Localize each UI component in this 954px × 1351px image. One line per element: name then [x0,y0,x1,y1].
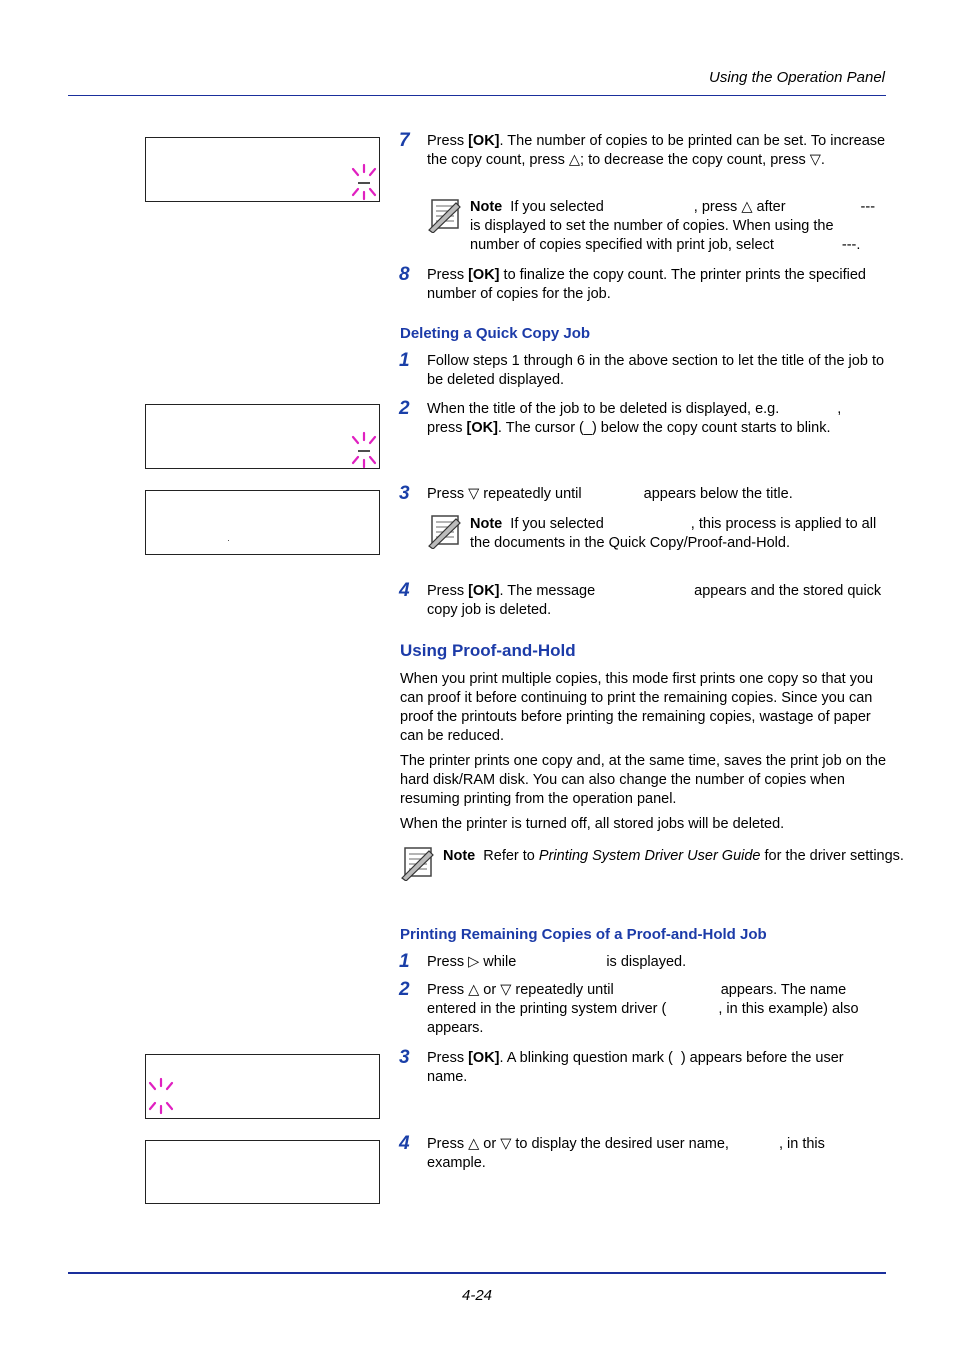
blinking-cursor-icon [349,163,379,201]
note-text [470,515,882,553]
header-rule [68,95,886,96]
step-text-part: entered in the printing system driver ( [427,1001,667,1017]
note-pencil-icon [399,845,437,881]
page-number: 4-24 [461,1287,493,1304]
step-number: 7 [399,130,410,151]
note-text-part: Refer to [483,848,539,864]
step-text-part: . The message [499,583,596,599]
ok-key-label: [OK] [468,267,500,283]
lcd-display-user-select [145,1054,380,1119]
step-text [427,1049,887,1087]
note-text-part: If you selected [510,516,604,532]
step-text: Follow steps 1 through 6 in the above section to let the title of the job to be deleted displayed. [427,353,885,388]
step-text [427,981,887,1038]
step-text-part: appears below the title. [643,486,793,502]
ok-key-label: [OK] [468,583,500,599]
note-pencil-icon [426,197,464,233]
step-number: 3 [399,1047,410,1068]
step-text-part: Press [427,133,469,149]
ok-key-label: [OK] [466,420,498,436]
step-text-part: is displayed. [606,954,687,970]
note-text [470,198,882,255]
note-label: Note [443,848,476,864]
note-text-part: Printing System Driver User Guide [538,848,761,864]
lcd-display-delete-option [145,490,380,555]
step-number: 2 [399,979,410,1000]
step-text-part: . A blinking question mark ( [499,1050,673,1066]
step-number: 8 [399,264,410,285]
footer-rule [68,1272,886,1274]
step-text-part: Press ▷ while [427,954,517,970]
step-number: 2 [399,398,410,419]
note-pencil-icon [426,513,464,549]
note-text-part: ---. [841,237,861,253]
step-text-part: When the title of the job to be deleted is displayed, e.g. [427,401,780,417]
step-text-part: . The cursor (_) below the copy count starts to blink. [497,420,831,436]
step-number: 1 [399,350,410,371]
note-label: Note [470,516,503,532]
step-text [427,485,887,504]
lcd-display-user-name [145,1140,380,1204]
step-text-part: appears. The name [720,982,847,998]
step-text [427,1135,887,1173]
body-paragraph: When the printer is turned off, all stored jobs will be deleted. [400,816,785,832]
step-text-part: press [427,420,467,436]
step-text-part: . The number of copies to be printed can be set. To increase the copy count, press △; to decrease the copy count, press ▽. [427,133,886,168]
lcd-display-delete-title [145,404,380,469]
step-text [427,266,887,304]
step-text-part: Press [427,583,469,599]
step-number: 4 [399,580,410,601]
step-number: 4 [399,1133,410,1154]
step-text-part: to finalize the copy count. The printer prints the specified number of copies for the job. [427,267,866,302]
step-number: 3 [399,483,410,504]
step-text [427,132,887,170]
blinking-cursor-icon [349,431,379,469]
step-text-part: Press [427,267,469,283]
step-text-part: Press △ or ▽ to display the desired user name, [427,1136,729,1152]
step-text [427,953,887,972]
section-heading: Deleting a Quick Copy Job [400,325,591,342]
ok-key-label: [OK] [468,133,500,149]
body-paragraph: The printer prints one copy and, at the same time, saves the print job on the hard disk/RAM disk. You can also change the number of copies when resuming printing from the operation panel. [400,753,887,807]
note-text-part: for the driver settings. [760,848,904,864]
step-text-part: , in this example. [427,1136,825,1171]
note-label: Note [470,199,503,215]
note-text [443,847,943,866]
blinking-cursor-icon [146,1077,176,1115]
step-text-part: , [837,401,842,417]
section-heading: Using Proof-and-Hold [400,641,576,660]
step-text [427,400,887,438]
step-text-part: Press △ or ▽ repeatedly until [427,982,614,998]
note-text-part: - is displayed to set the number of copies. When using the number of copies specified with print job, select [470,199,876,253]
step-text-part: Press ▽ repeatedly until [427,486,582,502]
step-text-part: , in this example) also appears. [427,1001,859,1036]
page-header-title: Using the Operation Panel [709,69,885,86]
step-text-part: appears and the stored quick copy job is deleted. [427,583,882,618]
note-text-part: , press △ after [693,199,786,215]
step-text-part: Press [427,1050,469,1066]
lcd-dot [228,540,229,541]
body-paragraph: When you print multiple copies, this mode first prints one copy so that you can proof it before continuing to print the remaining copies. Since you can proof the printouts before printing the remaining copies, wastage of paper can be reduced. [400,671,874,744]
note-text-part: -- [860,199,871,215]
note-text-part: If you selected [510,199,604,215]
lcd-display-copies [145,137,380,202]
step-text-part: ) appears before the user name. [427,1050,844,1085]
section-heading: Printing Remaining Copies of a Proof-and-Hold Job [400,926,767,943]
step-number: 1 [399,951,410,972]
note-text-part: , this process is applied to all the documents in the Quick Copy/Proof-and-Hold. [470,516,877,551]
ok-key-label: [OK] [468,1050,500,1066]
step-text [427,582,887,620]
